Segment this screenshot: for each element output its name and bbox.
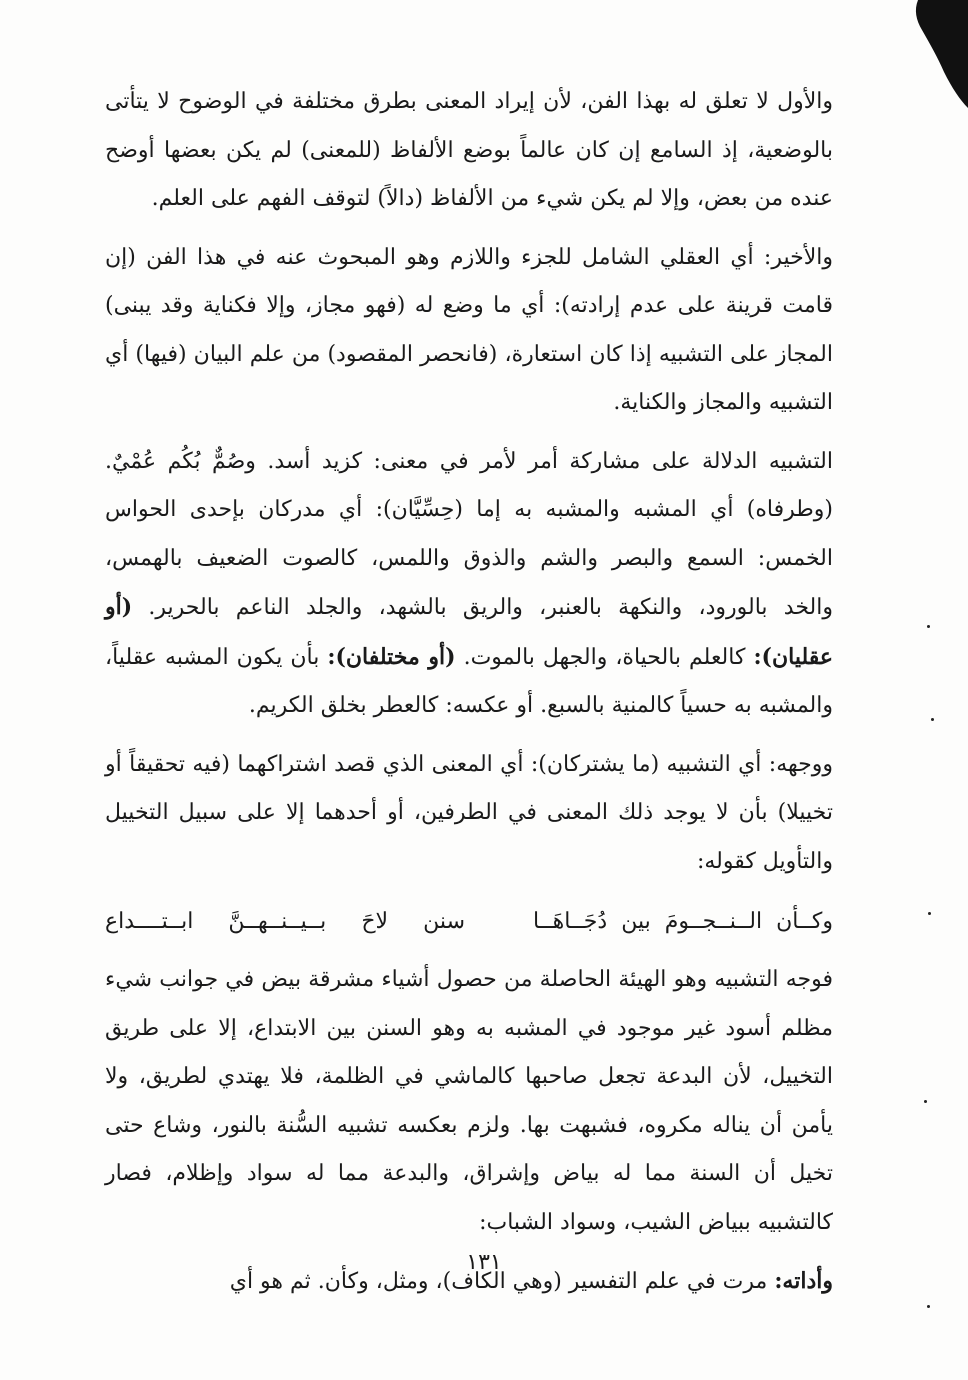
paragraph-group	[105, 78, 833, 886]
paragraph	[105, 438, 833, 731]
paragraph-text: فوجه التشبيه وهو الهيئة الحاصلة من حصول أشياء مشرقة بيض في جوانب شيء مظلم أسود غير موجود في المشبه به وهو السنن بين الابتداع، إلا على طريق التخييل، لأن البدعة تجعل صاحبها كالماشي في الظلمة، فلا يهتدي لطريق، ولا يأمن أن يناله مكروه، فشبهت بها. ولزم بعكسه تشبيه السُّنة بالنور، وشاع حتى تخيل أن السنة مما له بياض وإشراق، والبدعة مما له سواد وإظلام، فصار كالتشبيه ببياض الشيب، وسواد الشباب:	[105, 967, 833, 1235]
verse-hemistich-first: وكــأن الــنــجــومَ بين دُجَــاهَــا	[533, 909, 833, 934]
paragraph	[105, 741, 833, 887]
paragraph-text: والأخير: أي العقلي الشامل للجزء واللازم وهو المبحوث عنه في هذا الفن (إن قامت قرينة على عدم إرادته): أي ما وضع له (فهو مجاز، وإلا فكناية وقد يبنى) المجاز على التشبيه إذا كان استعارة، (فانحصر المقصود) من علم البيان (فيها) أي التشبيه والمجاز والكناية.	[105, 244, 833, 415]
paragraph-text: التشبيه الدلالة على مشاركة أمر لأمر في معنى: كزيد أسد. وصُمٌّ بُكُم عُمْيٌ. (وطرفاه) أي المشبه والمشبه به إما (حِسِّيَّان): أي مدركان بإحدى الحواس الخمس: السمع والبصر والشم والذوق واللمس، كالصوت الضعيف بالهمس، والخد بالورود، والنكهة بالعنبر، والريق بالشهد، والجلد الناعم بالحرير.	[105, 448, 833, 620]
bold-term: (أو عقليان):	[105, 594, 834, 670]
bold-term: (أو مختلفان):	[327, 643, 456, 670]
scan-speck	[928, 912, 931, 915]
paragraph-text: كالعلم بالحياة، والجهل بالموت.	[455, 644, 754, 670]
scan-speck	[927, 1305, 930, 1308]
verse-hemistich-second: سنن لاحَ بــيــنــهــنَّ ابــتــــداع	[105, 909, 465, 934]
scan-speck	[927, 625, 930, 628]
paragraph-text: مرت في علم التفسير (وهي الكاف)، ومثل، وكأن. ثم هو أي	[229, 1269, 775, 1294]
verse-line	[105, 898, 833, 946]
bold-term: وأداته:	[774, 1268, 833, 1294]
page-body	[105, 78, 833, 1307]
paragraph-text: والأول لا تعلق له بهذا الفن، لأن إيراد المعنى بطرق مختلفة في الوضوح لا يتأتى بالوضعية، إذ السامع إن كان عالماً بوضع الألفاظ (للمعنى) لم يكن بعضها أوضح عنده من بعض، وإلا لم يكن شيء من الألفاظ (دالاً) لتوقف الفهم على العلم.	[105, 89, 833, 211]
scan-speck	[931, 718, 934, 721]
paragraph	[105, 234, 833, 428]
paragraph	[105, 956, 833, 1247]
page-number: ١٣١	[466, 1250, 502, 1275]
scan-speck	[924, 1100, 927, 1103]
paragraph	[105, 78, 833, 224]
paragraph-text: بأن يكون المشبه عقلياً، والمشبه به حسياً كالمنية بالسبع. أو عكسه: كالعطر بخلق الكريم.	[105, 644, 833, 718]
scan-corner-shadow	[878, 0, 968, 110]
paragraph-text: ووجهه: أي التشبيه (ما يشتركان): أي المعنى الذي قصد اشتراكهما (فيه تحقيقاً أو تخييلا) بأن لا يوجد ذلك المعنى في الطرفين، أو أحدهما إلا على سبيل التخييل والتأويل كقوله:	[105, 751, 833, 874]
